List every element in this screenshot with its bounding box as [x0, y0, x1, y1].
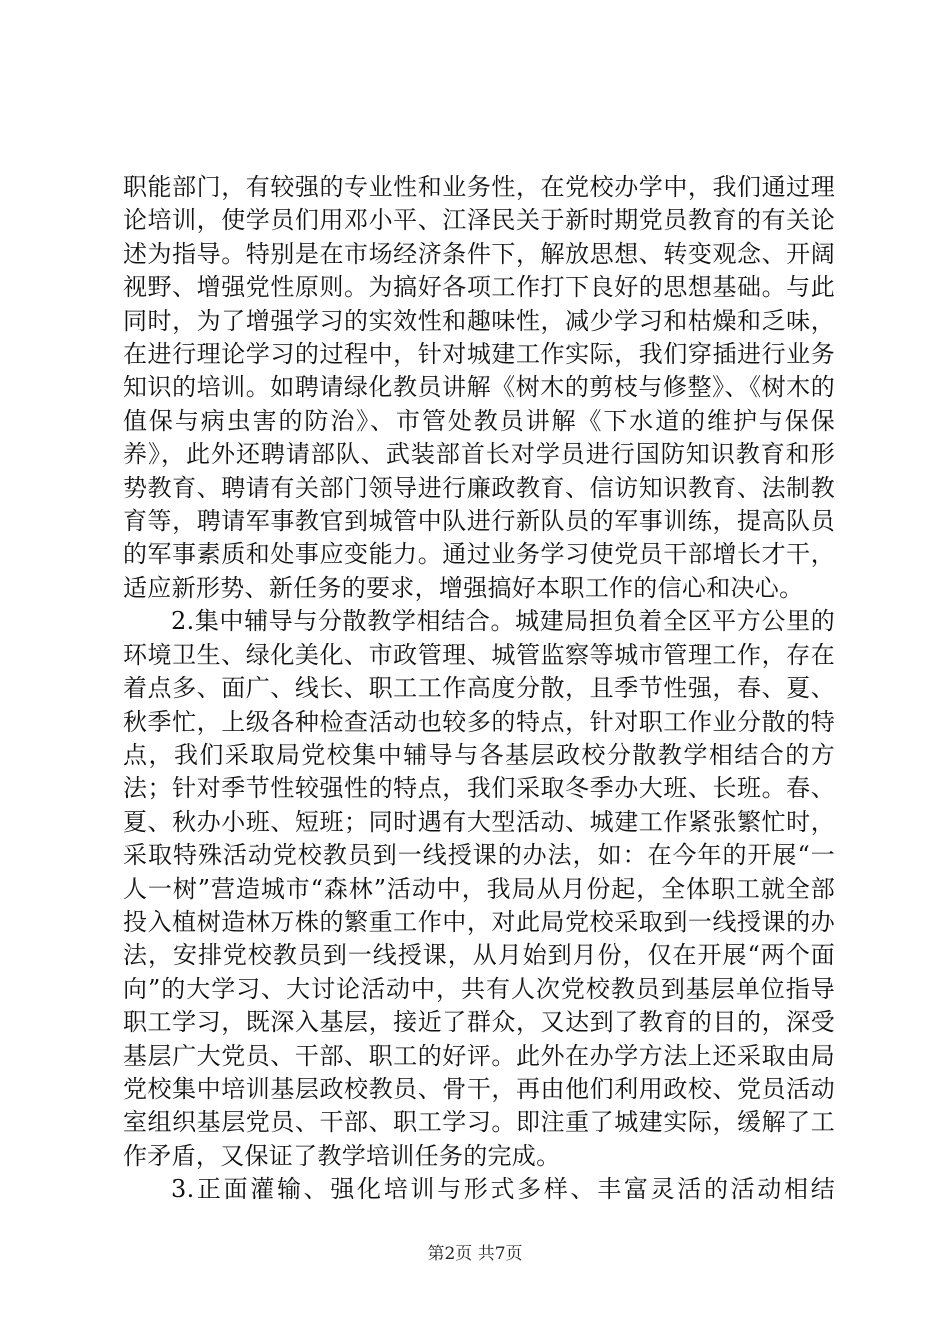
paragraph-2: 2.集中辅导与分散教学相结合。城建局担负着全区平方公里的环境卫生、绿化美化、市政管理、城管监察等城市管理工作，存在着点多、面广、线长、职工工作高度分散，且季节性强，春、夏、秋季忙，上级各种检查活动也较多的特点，针对职工作业分散的特点，我们采取局党校集中辅导与各基层政校分散教学相结合的方法；针对季节性较强性的特点，我们采取冬季办大班、长班。春、夏、秋办小班、短班；同时遇有大型活动、城建工作紧张繁忙时，采取特殊活动党校教员到一线授课的办法，如：在今年的开展“一人一树”营造城市“森林”活动中，我局从月份起，全体职工就全部投入植树造林万株的繁重工作中，对此局党校采取到一线授课的办法，安排党校教员到一线授课，从月始到月份，仅在开展“两个面向”的大学习、大讨论活动中，共有人次党校教员到基层单位指导职工学习，既深入基层，接近了群众，又达到了教育的目的，深受基层广大党员、干部、职工的好评。此外在办学方法上还采取由局党校集中培训基层政校教员、骨干，再由他们利用政校、党员活动室组织基层党员、干部、职工学习。即注重了城建实际，缓解了工作矛盾，又保证了教学培训任务的完成。 [123, 607, 835, 1170]
body-text [123, 171, 835, 1207]
paragraph-3: 3.正面灌输、强化培训与形式多样、丰富灵活的活动相结 [171, 1175, 835, 1204]
paragraph-1: 职能部门，有较强的专业性和业务性，在党校办学中，我们通过理论培训，使学员们用邓小平、江泽民关于新时期党员教育的有关论述为指导。特别是在市场经济条件下，解放思想、转变观念、开阔视野、增强党性原则。为搞好各项工作打下良好的思想基础。与此同时，为了增强学习的实效性和趣味性，减少学习和枯燥和乏味，在进行理论学习的过程中，针对城建工作实际，我们穿插进行业务知识的培训。如聘请绿化教员讲解《树木的剪枝与修整》、《树木的值保与病虫害的防治》、市管处教员讲解《下水道的维护与保保养》，此外还聘请部队、武装部首长对学员进行国防知识教育和形势教育、聘请有关部门领导进行廉政教育、信访知识教育、法制教育等，聘请军事教官到城管中队进行新队员的军事训练，提高队员的军事素质和处事应变能力。通过业务学习使党员干部增长才干，适应新形势、新任务的要求，增强搞好本职工作的信心和决心。 [123, 173, 835, 602]
page-footer: 第2页 共7页 [427, 1244, 523, 1264]
